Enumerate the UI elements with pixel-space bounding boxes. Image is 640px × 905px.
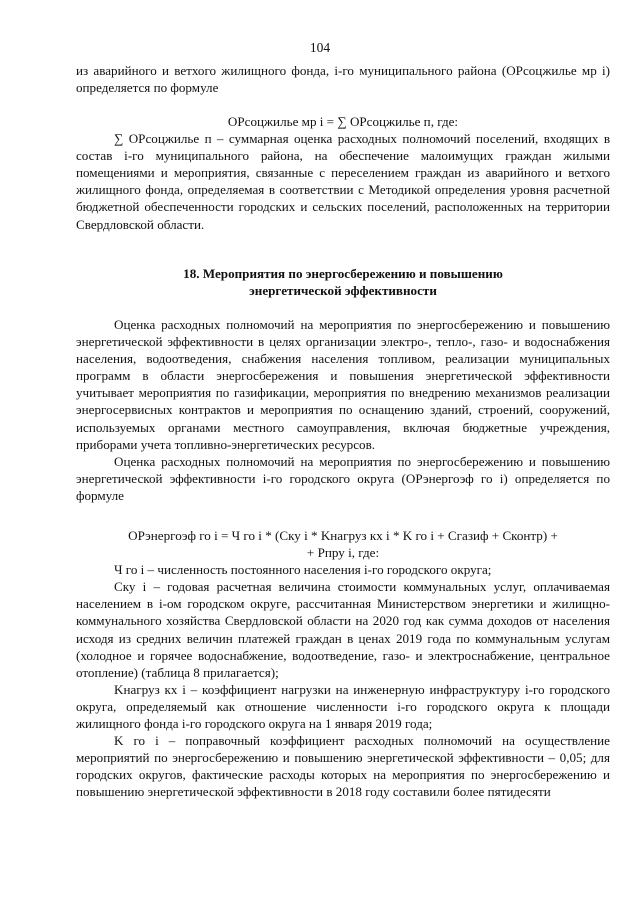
formula-2-line-2: + Рпру i, где: (306, 545, 380, 561)
formula-2-line-1: ОРэнергоэф го i = Ч го i * (Cку i * Kнагруз кх i * K го i + Сгазиф + Сконтр) + (128, 528, 558, 543)
assessment-paragraph-2: Оценка расходных полномочий на мероприятия по энергосбережению и повышению энергетической эффективности i-го городского округа (ОРэнергоэф го i) определяется по формуле (76, 453, 610, 503)
section-heading-line-1: 18. Мероприятия по энергосбережению и повышению (183, 266, 503, 281)
definition-kgo: K го i – поправочный коэффициент расходных полномочий на осуществление мероприятий по энергосбережению и повышению энергетической эффективности – 0,05; для городских округов, фактические расходы которых на мероприятия по энергосбережению и повышению энергетической эффективности в 2018 году составили более пятидесяти (76, 733, 610, 800)
formula-1-block (76, 113, 610, 233)
section-heading (76, 265, 610, 299)
definition-sku: Cку i – годовая расчетная величина стоимости коммунальных услуг, оплачиваемая населением в i-ом городском округе, рассчитанная Министерством энергетики и жилищно-коммунального хозяйства Свердловской области на 2020 год как сумма доходов от населения исходя из средних величин платежей граждан в ценах 2019 года по коммунальным услугам (холодное и горячее водоснабжение, водоотведение, газо- и электроснабжение, центральное отопление) (таблица 8 прилагается); (76, 579, 610, 680)
formula-1: ОРсоцжилье мр i = ∑ ОРсоцжилье п, где: (227, 114, 459, 129)
page-number: 104 (309, 40, 331, 55)
definition-knagruz: Kнагруз кх i – коэффициент нагрузки на инженерную инфраструктуру i-го городского округа, определяемый как отношение численности i-го городского округа к площади жилищного фонда i-го городского округа на 1 января 2019 года; (76, 681, 610, 732)
intro-paragraph: из аварийного и ветхого жилищного фонда, i-го муниципального района (ОРсоцжилье мр i) определяется по формуле (76, 63, 610, 96)
assessment-paragraph-1: Оценка расходных полномочий на мероприятия по энергосбережению и повышению энергетической эффективности в целях организации электро-, тепло-, газо- и водоснабжения населения, водоотведения, снабжения населения топливом, реализации муниципальных программ в области энергосбережения и повышения энергетической эффективности учитывает мероприятия по газификации, мероприятия по внедрению механизмов реализации энергосервисных контрактов и мероприятия по оснащению зданий, строений, сооружений, используемых органами местного самоуправления, включая бюджетные учреждения, приборами учета топливно-энергетических ресурсов. (76, 317, 610, 452)
section-heading-line-2: энергетической эффективности (249, 283, 437, 299)
assessment-block (76, 316, 610, 504)
definition-ch: Ч го i – численность постоянного населения i-го городского округа; (114, 562, 492, 578)
definition-sum: ∑ ОРсоцжилье п – суммарная оценка расходных полномочий поселений, входящих в состав i-го муниципального района, на обеспечение малоимущих граждан жилыми помещениями и мероприятия, связанные с переселением граждан из аварийного и ветхого жилищного фонда, определяемая в соответствии с Методикой определения уровня расчетной бюджетной обеспеченности городских и сельских поселений, расположенных на территории Свердловской области. (76, 131, 610, 232)
formula-2-block (76, 527, 610, 801)
intro-paragraph-block (76, 62, 610, 96)
